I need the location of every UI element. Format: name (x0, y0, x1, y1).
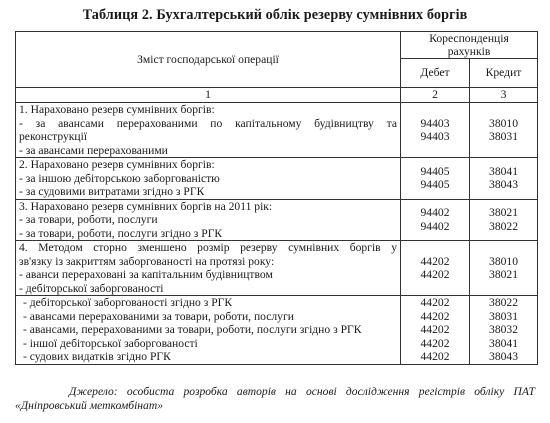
operation-line: - за судовими витратами згідно з РГК (19, 185, 205, 198)
operation-line: - дебіторської заборгованості (19, 281, 164, 295)
operation-line: 2. Нараховано резерв сумнівних боргів: (19, 158, 215, 171)
operation-line: - за іншою дебіторською заборгованістю (19, 171, 220, 185)
debit-account: 94403 (420, 130, 450, 143)
debit-account: 44202 (420, 309, 450, 323)
operation-line: - аванси перераховані за капітальним будівництвом (19, 268, 273, 281)
debit-cell (401, 296, 470, 365)
debit-account: 94405 (420, 164, 450, 178)
credit-account: 38032 (489, 323, 518, 336)
operation-line: - дебіторської заборгованості згідно з РГК (23, 296, 233, 309)
credit-account: 38043 (489, 350, 518, 363)
credit-cell (470, 103, 538, 158)
debit-account: 44202 (420, 336, 450, 350)
header-operation: Зміст господарської операції (16, 32, 401, 88)
debit-account: 44202 (420, 323, 450, 336)
ledger-table (15, 31, 538, 365)
operation-line: - судових видатків згідно РГК (23, 350, 171, 363)
table-row (16, 296, 538, 365)
table-row (16, 241, 538, 296)
operation-line: 3. Нараховано резерв сумнівних боргів на 2011 рік: (19, 199, 273, 213)
credit-cell (470, 158, 538, 200)
debit-cell (401, 158, 470, 200)
credit-account: 38010 (489, 116, 518, 130)
credit-account: 38021 (489, 268, 518, 281)
credit-cell (470, 296, 538, 365)
debit-account: 94403 (420, 116, 450, 130)
credit-account: 38041 (489, 336, 518, 350)
credit-account: 38021 (489, 206, 518, 220)
credit-account: 38041 (489, 164, 518, 178)
credit-account: 38043 (489, 178, 518, 192)
credit-account: 38010 (489, 254, 518, 268)
operation-cell (16, 199, 401, 241)
source-note (15, 385, 535, 413)
credit-account: 38022 (489, 296, 518, 309)
operation-line: 4. Методом сторно зменшено розмір резерву сумнівних боргів у (19, 241, 397, 254)
operation-line: - за авансами перерахованими по капітальному будівництву та (19, 116, 397, 130)
operation-line: зв'язку із закриттям заборгованості на протязі року: (19, 254, 275, 268)
header-correspondence (401, 32, 538, 59)
operation-line: реконструкції (19, 130, 88, 143)
debit-cell (401, 241, 470, 296)
operation-cell (16, 158, 401, 200)
header-correspondence-line2: рахунків (447, 45, 491, 59)
source-line-2: «Дніпровський меткомбінат» (15, 399, 164, 412)
credit-account: 38022 (489, 219, 518, 233)
operation-cell (16, 241, 401, 296)
debit-account: 94402 (420, 219, 450, 233)
debit-account: 44202 (420, 350, 450, 363)
column-number-operation: 1 (16, 88, 401, 103)
table-row (16, 199, 538, 241)
column-number-credit: 3 (470, 88, 538, 103)
debit-account: 94402 (420, 206, 450, 220)
operation-line: - за авансами перерахованими (19, 143, 168, 157)
credit-cell (470, 199, 538, 241)
operation-line: - авансами, перерахованими за товари, роботи, послуги згідно з РГК (23, 323, 362, 336)
operation-line: - авансами перерахованими за товари, роботи, послуги (23, 309, 294, 323)
debit-cell (401, 103, 470, 158)
header-credit: Кредит (470, 59, 538, 88)
table-row (16, 103, 538, 158)
column-number-debit: 2 (401, 88, 470, 103)
operation-cell (16, 296, 401, 365)
debit-account: 44202 (420, 296, 450, 309)
debit-account: 44202 (420, 268, 450, 281)
operation-line: - за товари, роботи, послуги (19, 213, 158, 226)
table-title: Таблиця 2. Бухгалтерський облік резерву сумнівних боргів (82, 7, 468, 23)
header-correspondence-line1: Кореспонденція (429, 32, 509, 46)
operation-line: - за товари, роботи, послуги згідно з РГК (19, 226, 223, 240)
debit-cell (401, 199, 470, 241)
debit-account: 44202 (420, 254, 450, 268)
operation-line: 1. Нараховано резерв сумнівних боргів: (19, 103, 215, 116)
debit-account: 94405 (420, 178, 450, 192)
credit-cell (470, 241, 538, 296)
operation-line: - іншої дебіторської заборгованості (23, 336, 198, 350)
header-row (16, 32, 538, 59)
column-number-row (16, 88, 538, 103)
operation-cell (16, 103, 401, 158)
credit-account: 38031 (489, 130, 518, 143)
source-line-1: Джерело: особиста розробка авторів на основі дослідження регістрів обліку ПАТ (69, 385, 535, 398)
credit-account: 38031 (489, 309, 518, 323)
table-row (16, 158, 538, 200)
header-debit: Дебет (401, 59, 470, 88)
